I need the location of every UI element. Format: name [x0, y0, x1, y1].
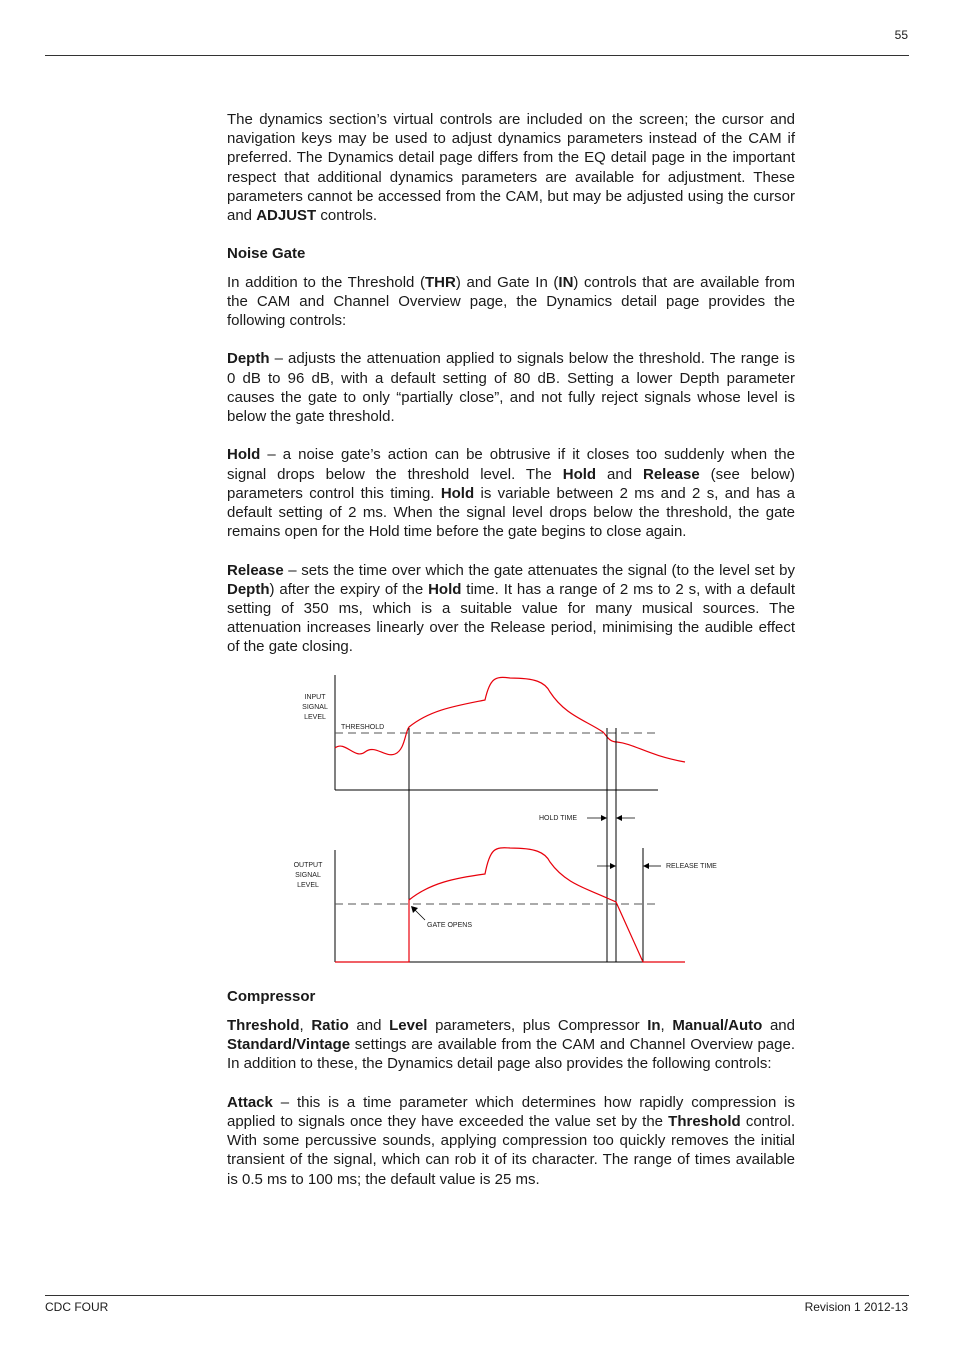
footer-revision: Revision 1 2012-13: [804, 1300, 908, 1314]
footer-rule: [45, 1295, 909, 1296]
body-text-upper: [227, 110, 795, 657]
release-arrow-right-head: [643, 863, 649, 869]
page-number: 55: [894, 28, 908, 42]
input-label-line-3: LEVEL: [304, 714, 326, 721]
body-text-lower: [227, 1016, 795, 1208]
release-time-label: RELEASE TIME: [666, 863, 717, 870]
output-label-line-2: SIGNAL: [295, 872, 321, 879]
hold-paragraph: Hold – a noise gate’s action can be obtrusive if it closes too suddenly when the signal drops below the threshold level. The Hold and Release (see below) parameters control this timing. Hold is variable between 2 ms and 2 s, and has a default setting of 2 ms. When the signal level drops below the threshold, the gate remains open for the Hold time before the gate begins to close again.: [227, 446, 796, 541]
hold-time-label: HOLD TIME: [539, 815, 577, 822]
intro-paragraph: The dynamics section’s virtual controls are included on the screen; the cursor and navigation keys may be used to adjust dynamics parameters instead of the CAM if preferred. The Dynamics detail page differs from the EQ detail page in the important respect that additional dynamics parameters are available for adjustment. These parameters cannot be accessed from the CAM, but may be adjusted using the cursor and ADJUST controls.: [227, 111, 795, 225]
threshold-label: THRESHOLD: [341, 724, 385, 731]
noise-gate-intro: In addition to the Threshold (THR) and Gate In (IN) controls that are available from the CAM and Channel Overview page, the Dynamics detail page provides the following controls:: [227, 273, 796, 330]
gate-opens-label: GATE OPENS: [427, 922, 472, 929]
release-paragraph: Release – sets the time over which the gate attenuates the signal (to the level set by Depth) after the expiry of the Hold time. It has a range of 2 ms to 2 s, with a default setting of 350 ms, which is a suitable value for many musical sources. The attenuation increases linearly over the Release period, minimising the audible effect of the gate closing.: [227, 561, 795, 656]
input-label-line-2: SIGNAL: [302, 704, 328, 711]
noise-gate-diagram: [285, 670, 717, 970]
noise-gate-heading: Noise Gate: [227, 245, 306, 263]
input-signal-curve: [335, 677, 685, 762]
input-label-line-1: INPUT: [304, 694, 326, 701]
output-label-line-1: OUTPUT: [293, 862, 323, 869]
footer-product-name: CDC FOUR: [45, 1300, 109, 1314]
hold-arrow-right-head: [616, 815, 622, 821]
noise-gate-timing-svg: [285, 670, 717, 970]
compressor-heading: Compressor: [227, 988, 316, 1005]
release-arrow-left-head: [610, 863, 616, 869]
header-rule: [45, 55, 909, 56]
depth-paragraph: Depth – adjusts the attenuation applied to signals below the threshold. The range is 0 dB to 96 dB, with a default setting of 80 dB. Setting a lower Depth parameter causes the gate to only “partially close”, and not fully reject signals whose level is below the gate threshold.: [227, 350, 795, 426]
hold-arrow-left-head: [601, 815, 607, 821]
attack-paragraph: Attack – this is a time parameter which determines how rapidly compression is applied to signals once they have exceeded the value set by the Threshold control. With some percussive sounds, applying compression too quickly removes the initial transient of the signal, which can rob it of its character. The range of times available is 0.5 ms to 100 ms; the default value is 25 ms.: [227, 1093, 796, 1188]
output-label-line-3: LEVEL: [297, 882, 319, 889]
compressor-intro: Threshold, Ratio and Level parameters, plus Compressor In, Manual/Auto and Standard/Vintage settings are available from the CAM and Channel Overview page. In addition to these, the Dynamics detail page also provides the following controls:: [227, 1017, 795, 1073]
output-signal-curve: [335, 848, 685, 962]
